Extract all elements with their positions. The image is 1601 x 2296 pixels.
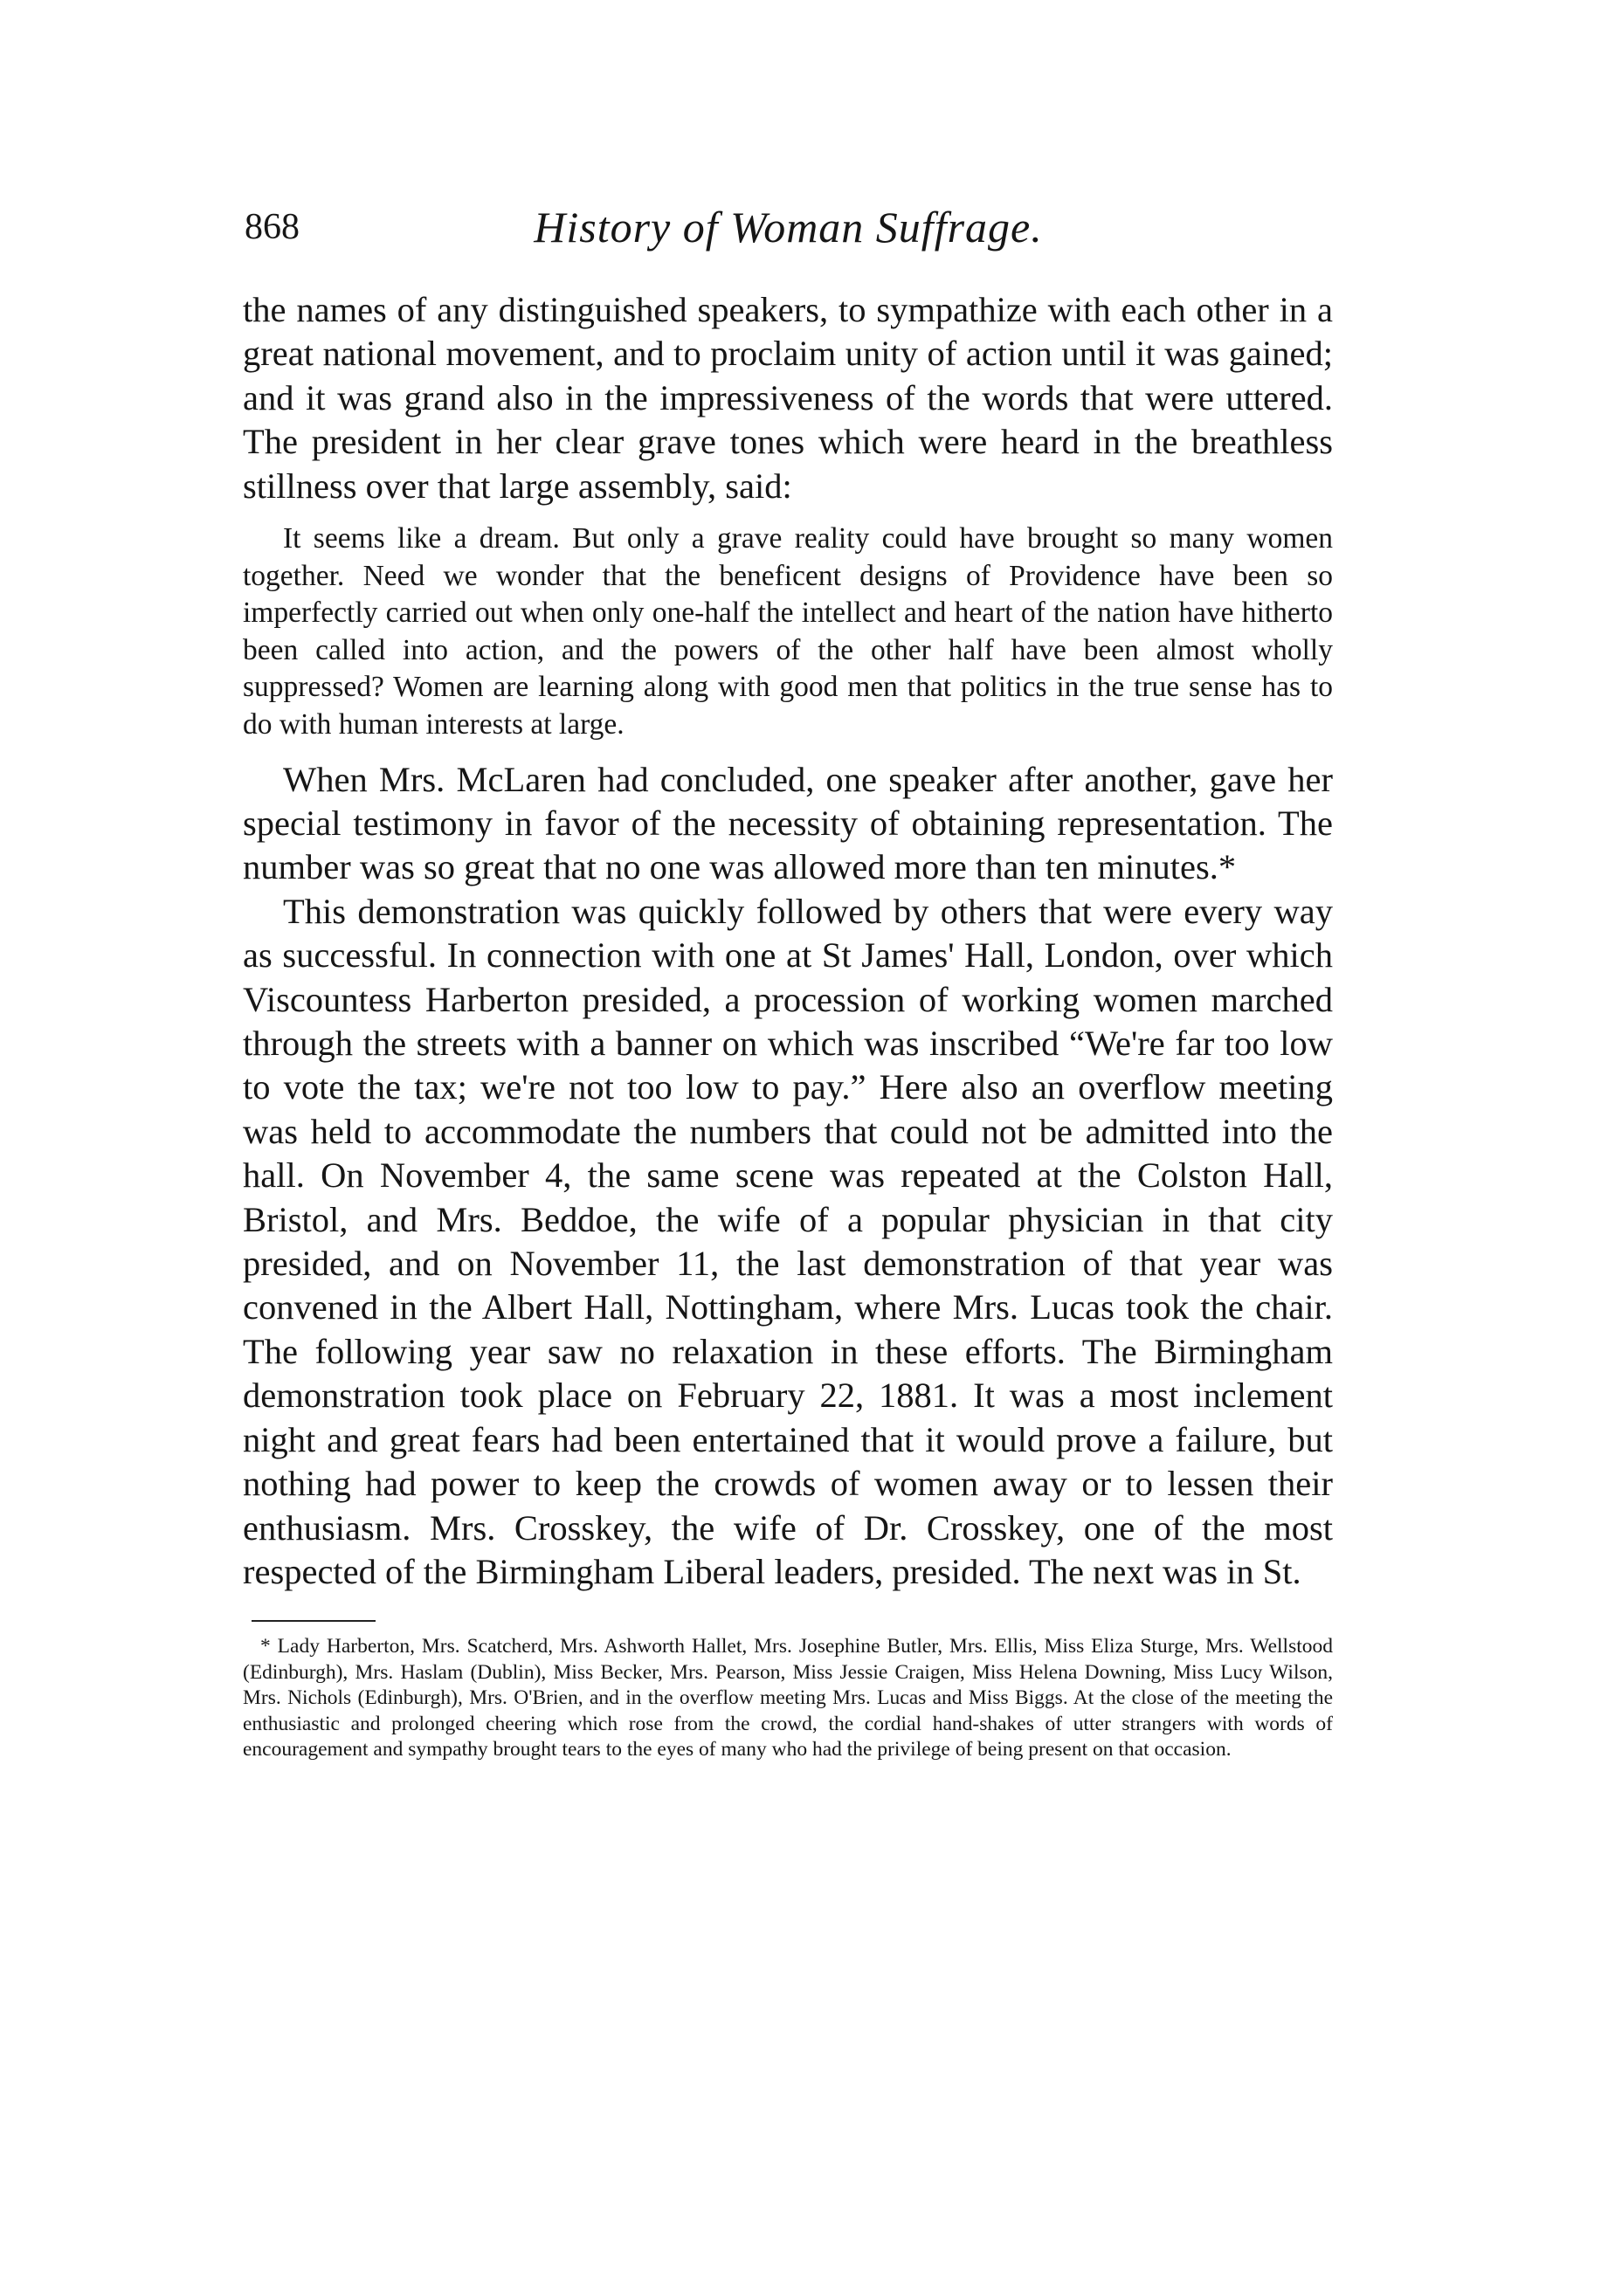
page-header — [245, 203, 1332, 264]
paragraph-2: When Mrs. McLaren had concluded, one speaker after another, gave her special testimony in favor of the necessity of obtaining representation. The number was so great that no one was allowed more than ten minutes.* — [243, 759, 1333, 887]
main-text — [243, 288, 1333, 1762]
block-quote: It seems like a dream. But only a grave reality could have brought so many women together. Need we wonder that the beneficent designs of Providence have been so imperfectly carried out when only one-half the intellect and heart of the nation have hitherto been called into action, and the powers of the other half have been almost wholly suppressed? Women are learning along with good men that politics in the true sense has to do with human interests at large. — [243, 522, 1333, 741]
running-title: History of Woman Suffrage. — [534, 203, 1043, 252]
paragraph-3: This demonstration was quickly followed by others that were every way as successful. In connection with one at St James' Hall, London, over which Viscountess Harberton presided, a procession of working women marched through the streets with a banner on which was inscribed “We're far too low to vote the tax; we're not too low to pay.” Here also an overflow meeting was held to accommodate the numbers that could not be admitted into the hall. On November 4, the same scene was repeated at the Colston Hall, Bristol, and Mrs. Beddoe, the wife of a popular physician in that city presided, and on November 11, the last demonstration of that year was convened in the Albert Hall, Nottingham, where Mrs. Lucas took the chair. The following year saw no relaxation in these efforts. The Birmingham demonstration took place on February 22, 1881. It was a most inclement night and great fears had been entertained that it would prove a failure, but nothing had power to keep the crowds of women away or to lessen their enthusiasm. Mrs. Crosskey, the wife of Dr. Crosskey, one of the most respected of the Birmingham Liberal leaders, presided. The next was in St. — [243, 891, 1333, 1591]
footnote: * Lady Harberton, Mrs. Scatcherd, Mrs. Ashworth Hallet, Mrs. Josephine Butler, Mrs. Ellis, Miss Eliza Sturge, Mrs. Wellstood (Edinburgh), Mrs. Haslam (Dublin), Miss Becker, Mrs. Pearson, Miss Jessie Craigen, Miss Helena Downing, Miss Lucy Wilson, Mrs. Nichols (Edinburgh), Mrs. O'Brien, and in the overflow meeting Mrs. Lucas and Miss Biggs. At the close of the meeting the enthusiastic and prolonged cheering which rose from the crowd, the cordial hand-shakes of utter strangers with words of encouragement and sympathy brought tears to the eyes of many who had the privilege of being present on that occasion. — [243, 1635, 1333, 1761]
page-number: 868 — [245, 207, 300, 247]
footnote-rule — [252, 1620, 376, 1622]
paragraph-1: the names of any distinguished speakers, to sympathize with each other in a great national movement, and to proclaim unity of action until it was gained; and it was grand also in the impressiveness of the words that were uttered. The president in her clear grave tones which were heard in the breathless stillness over that large assembly, said: — [243, 290, 1333, 506]
